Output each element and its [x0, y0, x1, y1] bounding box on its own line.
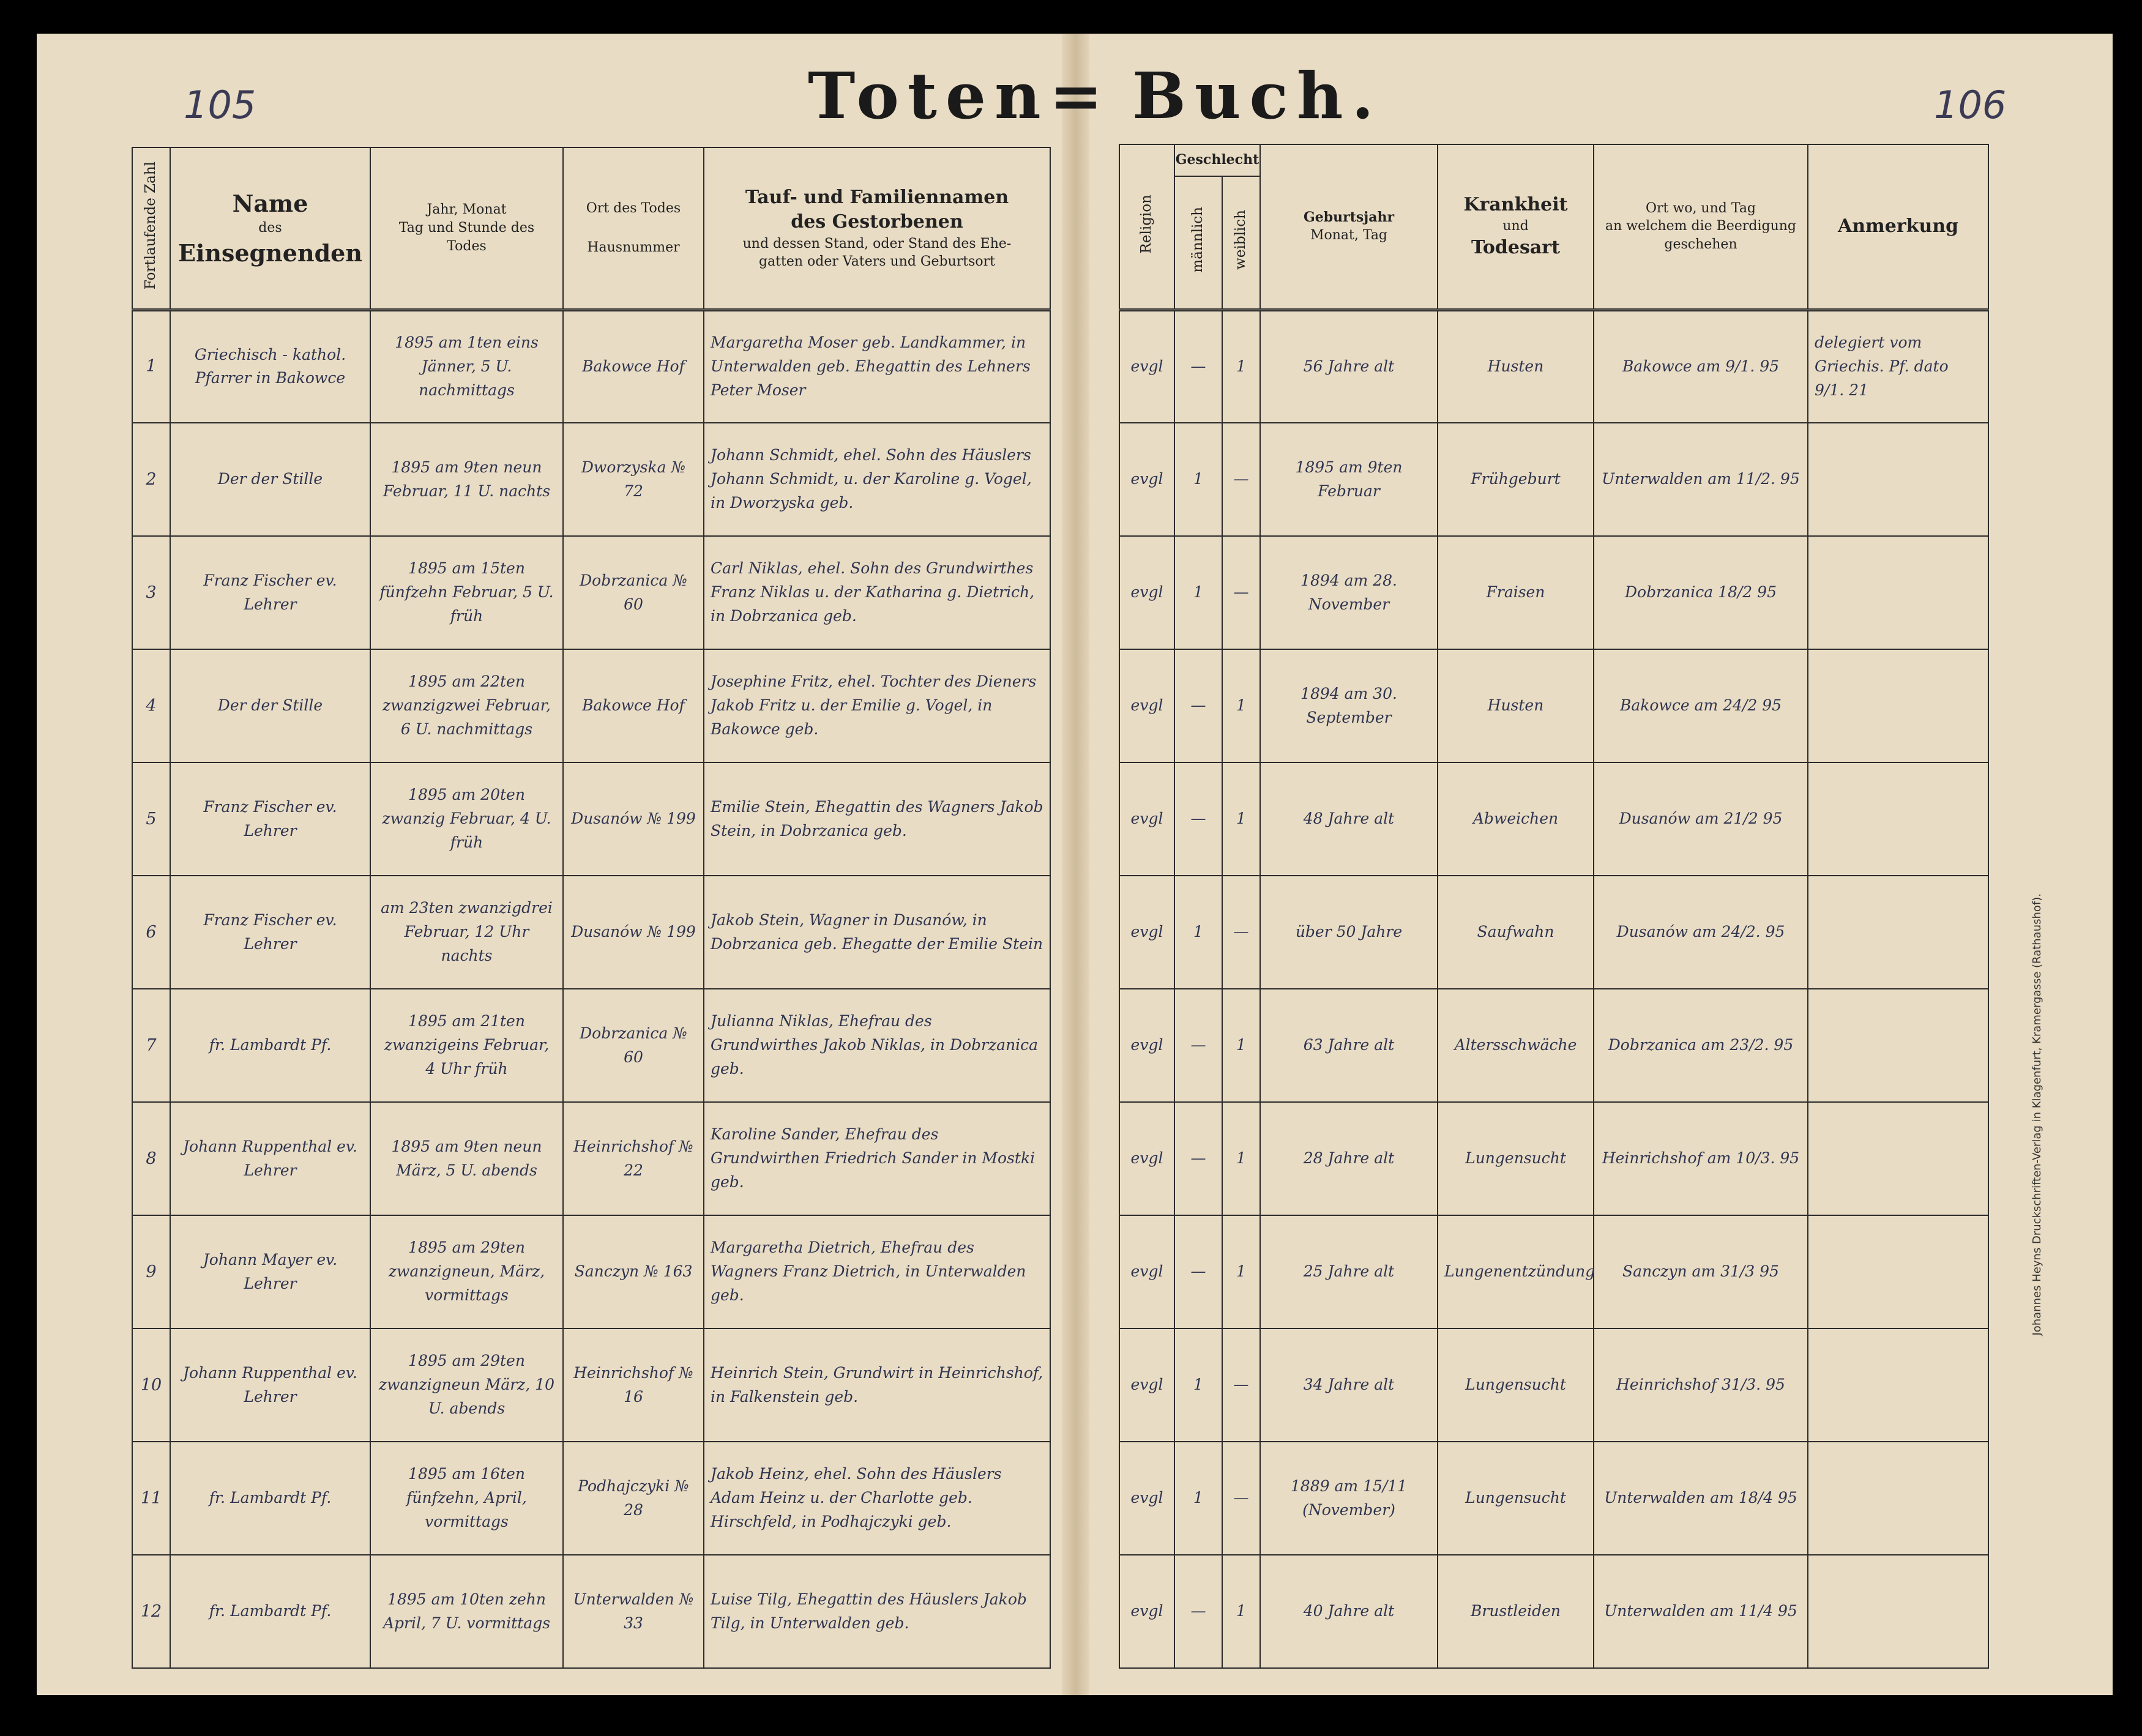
- entry-name: fr. Lambardt Pf.: [170, 1555, 370, 1668]
- entry-date: 1895 am 1ten eins Jänner, 5 U. nachmittags: [370, 310, 563, 423]
- entry-number: 4: [132, 649, 170, 762]
- entry-family: Jakob Heinz, ehel. Sohn des Häuslers Adam Heinz u. der Charlotte geb. Hirschfeld, in Podhajczyki geb.: [704, 1442, 1050, 1555]
- entry-male: 1: [1174, 423, 1222, 536]
- entry-family: Heinrich Stein, Grundwirt in Heinrichshof, in Falkenstein geb.: [704, 1328, 1050, 1442]
- entry-name: Der der Stille: [170, 649, 370, 762]
- entry-burial: Bakowce am 24/2 95: [1594, 649, 1808, 762]
- register-row-left: [132, 649, 1050, 762]
- entry-date: 1895 am 29ten zwanzigneun März, 10 U. abends: [370, 1328, 563, 1442]
- entry-remark: [1808, 423, 1988, 536]
- entry-family: Julianna Niklas, Ehefrau des Grundwirthes Jakob Niklas, in Dobrzanica geb.: [704, 989, 1050, 1102]
- entry-date: 1895 am 20ten zwanzig Februar, 4 U. früh: [370, 762, 563, 876]
- entry-number: 12: [132, 1555, 170, 1668]
- entry-birth: 48 Jahre alt: [1260, 762, 1438, 876]
- entry-name: fr. Lambardt Pf.: [170, 1442, 370, 1555]
- entry-number: 7: [132, 989, 170, 1102]
- entry-remark: [1808, 762, 1988, 876]
- entry-religion: evgl: [1119, 1215, 1174, 1328]
- entry-female: —: [1222, 1328, 1260, 1442]
- entry-male: —: [1174, 649, 1222, 762]
- register-row-left: [132, 762, 1050, 876]
- entry-family: Margaretha Dietrich, Ehefrau des Wagners Franz Dietrich, in Unterwalden geb.: [704, 1215, 1050, 1328]
- register-row-right: [1119, 762, 1988, 876]
- register-row-left: [132, 1442, 1050, 1555]
- entry-female: 1: [1222, 310, 1260, 423]
- entry-remark: [1808, 1215, 1988, 1328]
- printer-imprint: Johannes Heyns Druckschriften-Verlag in Klagenfurt, Kramergasse (Rathaushof).: [2031, 893, 2043, 1336]
- entry-female: —: [1222, 1442, 1260, 1555]
- col-header-nr: Fortlaufende Zahl: [132, 147, 170, 310]
- entry-female: —: [1222, 876, 1260, 989]
- entry-male: —: [1174, 1215, 1222, 1328]
- entry-birth: 63 Jahre alt: [1260, 989, 1438, 1102]
- folio-right: 106: [1934, 83, 2007, 127]
- entry-religion: evgl: [1119, 1555, 1174, 1668]
- entry-burial: Dobrzanica 18/2 95: [1594, 536, 1808, 649]
- entry-burial: Unterwalden am 11/4 95: [1594, 1555, 1808, 1668]
- entry-name: fr. Lambardt Pf.: [170, 989, 370, 1102]
- entry-cause: Fraisen: [1438, 536, 1594, 649]
- register-row-right: [1119, 989, 1988, 1102]
- entry-birth: über 50 Jahre: [1260, 876, 1438, 989]
- entry-male: —: [1174, 310, 1222, 423]
- entry-cause: Altersschwäche: [1438, 989, 1594, 1102]
- entry-birth: 28 Jahre alt: [1260, 1102, 1438, 1215]
- entry-female: 1: [1222, 1215, 1260, 1328]
- entry-date: 1895 am 10ten zehn April, 7 U. vormittags: [370, 1555, 563, 1668]
- register-row-left: [132, 423, 1050, 536]
- entry-religion: evgl: [1119, 649, 1174, 762]
- entry-name: Franz Fischer ev. Lehrer: [170, 536, 370, 649]
- register-row-left: [132, 1215, 1050, 1328]
- register-row-right: [1119, 876, 1988, 989]
- entry-date: 1895 am 15ten fünfzehn Februar, 5 U. früh: [370, 536, 563, 649]
- entry-burial: Dusanów am 21/2 95: [1594, 762, 1808, 876]
- entry-place: Sanczyn № 163: [563, 1215, 704, 1328]
- col-header-cause: Krankheit und Todesart: [1438, 144, 1594, 310]
- entry-burial: Bakowce am 9/1. 95: [1594, 310, 1808, 423]
- entry-female: 1: [1222, 1102, 1260, 1215]
- entry-female: 1: [1222, 649, 1260, 762]
- entry-cause: Lungensucht: [1438, 1442, 1594, 1555]
- entry-date: 1895 am 9ten neun März, 5 U. abends: [370, 1102, 563, 1215]
- entry-religion: evgl: [1119, 1442, 1174, 1555]
- entry-family: Margaretha Moser geb. Landkammer, in Unterwalden geb. Ehegattin des Lehners Peter Moser: [704, 310, 1050, 423]
- entry-place: Heinrichshof № 16: [563, 1328, 704, 1442]
- entry-date: 1895 am 22ten zwanzigzwei Februar, 6 U. nachmittags: [370, 649, 563, 762]
- entry-family: Luise Tilg, Ehegattin des Häuslers Jakob Tilg, in Unterwalden geb.: [704, 1555, 1050, 1668]
- register-row-left: [132, 1555, 1050, 1668]
- entry-number: 8: [132, 1102, 170, 1215]
- entry-number: 10: [132, 1328, 170, 1442]
- entry-cause: Brustleiden: [1438, 1555, 1594, 1668]
- entry-remark: [1808, 536, 1988, 649]
- entry-remark: [1808, 649, 1988, 762]
- col-header-male: männlich: [1174, 176, 1222, 310]
- register-row-right: [1119, 536, 1988, 649]
- entry-religion: evgl: [1119, 1102, 1174, 1215]
- entry-remark: [1808, 1555, 1988, 1668]
- entry-family: Emilie Stein, Ehegattin des Wagners Jakob Stein, in Dobrzanica geb.: [704, 762, 1050, 876]
- entry-number: 2: [132, 423, 170, 536]
- entry-date: 1895 am 21ten zwanzigeins Februar, 4 Uhr früh: [370, 989, 563, 1102]
- entry-religion: evgl: [1119, 1328, 1174, 1442]
- entry-remark: [1808, 1442, 1988, 1555]
- entry-name: Der der Stille: [170, 423, 370, 536]
- entry-religion: evgl: [1119, 876, 1174, 989]
- entry-place: Podhajczyki № 28: [563, 1442, 704, 1555]
- register-row-right: [1119, 649, 1988, 762]
- entry-female: —: [1222, 536, 1260, 649]
- register-row-right: [1119, 1328, 1988, 1442]
- entry-name: Griechisch - kathol. Pfarrer in Bakowce: [170, 310, 370, 423]
- entry-cause: Saufwahn: [1438, 876, 1594, 989]
- entry-birth: 56 Jahre alt: [1260, 310, 1438, 423]
- entry-male: 1: [1174, 536, 1222, 649]
- entry-place: Dusanów № 199: [563, 762, 704, 876]
- register-row-right: [1119, 1555, 1988, 1668]
- col-header-burial: Ort wo, und Tag an welchem die Beerdigung geschehen: [1594, 144, 1808, 310]
- entry-place: Dusanów № 199: [563, 876, 704, 989]
- col-header-birth: Geburtsjahr Monat, Tag: [1260, 144, 1438, 310]
- entry-number: 1: [132, 310, 170, 423]
- col-header-sex: Geschlecht: [1174, 144, 1260, 176]
- entry-number: 11: [132, 1442, 170, 1555]
- entry-remark: delegiert vom Griechis. Pf. dato 9/1. 21: [1808, 310, 1988, 423]
- register-row-left: [132, 536, 1050, 649]
- entry-cause: Lungensucht: [1438, 1328, 1594, 1442]
- col-header-family: Tauf- und Familiennamen des Gestorbenen und dessen Stand, oder Stand des Ehe- gatten oder Vaters und Geburtsort: [704, 147, 1050, 310]
- register-row-left: [132, 876, 1050, 989]
- entry-female: 1: [1222, 762, 1260, 876]
- right-register-table: [1119, 144, 1989, 1669]
- entry-male: 1: [1174, 1442, 1222, 1555]
- entry-burial: Sanczyn am 31/3 95: [1594, 1215, 1808, 1328]
- entry-birth: 1894 am 28. November: [1260, 536, 1438, 649]
- entry-date: 1895 am 16ten fünfzehn, April, vormittags: [370, 1442, 563, 1555]
- entry-place: Heinrichshof № 22: [563, 1102, 704, 1215]
- folio-left: 105: [184, 83, 256, 127]
- entry-remark: [1808, 1102, 1988, 1215]
- entry-name: Franz Fischer ev. Lehrer: [170, 876, 370, 989]
- entry-date: 1895 am 9ten neun Februar, 11 U. nachts: [370, 423, 563, 536]
- entry-burial: Unterwalden am 11/2. 95: [1594, 423, 1808, 536]
- entry-remark: [1808, 1328, 1988, 1442]
- entry-male: —: [1174, 1102, 1222, 1215]
- entry-date: 1895 am 29ten zwanzigneun, März, vormittags: [370, 1215, 563, 1328]
- entry-family: Jakob Stein, Wagner in Dusanów, in Dobrzanica geb. Ehegatte der Emilie Stein: [704, 876, 1050, 989]
- register-row-left: [132, 1102, 1050, 1215]
- register-row-right: [1119, 1102, 1988, 1215]
- entry-birth: 1895 am 9ten Februar: [1260, 423, 1438, 536]
- entry-female: —: [1222, 423, 1260, 536]
- entry-religion: evgl: [1119, 423, 1174, 536]
- entry-burial: Dusanów am 24/2. 95: [1594, 876, 1808, 989]
- entry-place: Unterwalden № 33: [563, 1555, 704, 1668]
- entry-name: Johann Ruppenthal ev. Lehrer: [170, 1102, 370, 1215]
- entry-female: 1: [1222, 1555, 1260, 1668]
- col-header-date: Jahr, Monat Tag und Stunde des Todes: [370, 147, 563, 310]
- register-row-left: [132, 989, 1050, 1102]
- entry-place: Dobrzanica № 60: [563, 536, 704, 649]
- entry-place: Bakowce Hof: [563, 649, 704, 762]
- entry-burial: Unterwalden am 18/4 95: [1594, 1442, 1808, 1555]
- entry-family: Karoline Sander, Ehefrau des Grundwirthen Friedrich Sander in Mostki geb.: [704, 1102, 1050, 1215]
- entry-birth: 1889 am 15/11 (November): [1260, 1442, 1438, 1555]
- entry-name: Franz Fischer ev. Lehrer: [170, 762, 370, 876]
- register-row-left: [132, 310, 1050, 423]
- entry-place: Bakowce Hof: [563, 310, 704, 423]
- entry-remark: [1808, 989, 1988, 1102]
- col-header-female: weiblich: [1222, 176, 1260, 310]
- register-row-left: [132, 1328, 1050, 1442]
- entry-male: 1: [1174, 876, 1222, 989]
- entry-burial: Heinrichshof 31/3. 95: [1594, 1328, 1808, 1442]
- register-row-right: [1119, 1442, 1988, 1555]
- entry-name: Johann Mayer ev. Lehrer: [170, 1215, 370, 1328]
- entry-family: Josephine Fritz, ehel. Tochter des Dieners Jakob Fritz u. der Emilie g. Vogel, in Bakowce geb.: [704, 649, 1050, 762]
- entry-number: 9: [132, 1215, 170, 1328]
- entry-religion: evgl: [1119, 536, 1174, 649]
- entry-cause: Husten: [1438, 310, 1594, 423]
- entry-religion: evgl: [1119, 762, 1174, 876]
- title-left: Toten=: [808, 58, 1111, 133]
- left-register-table: [132, 147, 1051, 1669]
- entry-number: 6: [132, 876, 170, 989]
- entry-name: Johann Ruppenthal ev. Lehrer: [170, 1328, 370, 1442]
- col-header-remark: Anmerkung: [1808, 144, 1988, 310]
- entry-birth: 40 Jahre alt: [1260, 1555, 1438, 1668]
- col-header-place: Ort des Todes Hausnummer: [563, 147, 704, 310]
- col-header-religion: Religion: [1119, 144, 1174, 310]
- entry-cause: Lungensucht: [1438, 1102, 1594, 1215]
- entry-cause: Lungenentzündung: [1438, 1215, 1594, 1328]
- entry-remark: [1808, 876, 1988, 989]
- title-right: Buch.: [1132, 58, 1383, 133]
- book-spine: [1062, 34, 1089, 1695]
- entry-male: —: [1174, 989, 1222, 1102]
- entry-family: Carl Niklas, ehel. Sohn des Grundwirthes Franz Niklas u. der Katharina g. Dietrich, in Dobrzanica geb.: [704, 536, 1050, 649]
- entry-number: 5: [132, 762, 170, 876]
- col-header-name: Name des Einsegnenden: [170, 147, 370, 310]
- entry-burial: Dobrzanica am 23/2. 95: [1594, 989, 1808, 1102]
- entry-cause: Frühgeburt: [1438, 423, 1594, 536]
- entry-male: 1: [1174, 1328, 1222, 1442]
- register-row-right: [1119, 423, 1988, 536]
- entry-cause: Abweichen: [1438, 762, 1594, 876]
- entry-date: am 23ten zwanzigdrei Februar, 12 Uhr nachts: [370, 876, 563, 989]
- entry-burial: Heinrichshof am 10/3. 95: [1594, 1102, 1808, 1215]
- register-row-right: [1119, 1215, 1988, 1328]
- entry-place: Dobrzanica № 60: [563, 989, 704, 1102]
- entry-birth: 1894 am 30. September: [1260, 649, 1438, 762]
- entry-number: 3: [132, 536, 170, 649]
- entry-male: —: [1174, 1555, 1222, 1668]
- entry-male: —: [1174, 762, 1222, 876]
- entry-birth: 25 Jahre alt: [1260, 1215, 1438, 1328]
- entry-birth: 34 Jahre alt: [1260, 1328, 1438, 1442]
- entry-cause: Husten: [1438, 649, 1594, 762]
- entry-place: Dworzyska № 72: [563, 423, 704, 536]
- register-row-right: [1119, 310, 1988, 423]
- entry-family: Johann Schmidt, ehel. Sohn des Häuslers Johann Schmidt, u. der Karoline g. Vogel, in Dworzyska geb.: [704, 423, 1050, 536]
- entry-religion: evgl: [1119, 310, 1174, 423]
- entry-religion: evgl: [1119, 989, 1174, 1102]
- entry-female: 1: [1222, 989, 1260, 1102]
